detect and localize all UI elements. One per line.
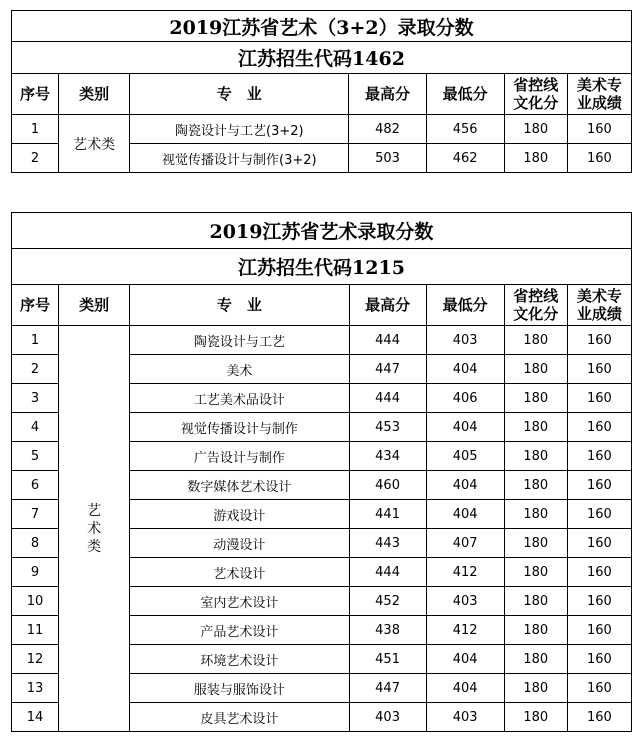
row-seq: 11 (12, 616, 59, 645)
category-char: 艺 (87, 502, 102, 519)
row-max-score: 441 (349, 500, 426, 529)
category-char: 类 (87, 538, 102, 555)
row-art-score: 160 (567, 558, 631, 587)
row-art-score: 160 (567, 144, 631, 173)
row-art-score: 160 (567, 674, 631, 703)
row-max-score: 460 (349, 471, 426, 500)
header-art-line1: 美术专 (576, 76, 622, 94)
row-major: 广告设计与制作 (130, 442, 349, 471)
row-art-score: 160 (567, 355, 631, 384)
row-art-score: 160 (567, 587, 631, 616)
row-art-score: 160 (567, 471, 631, 500)
row-culture-score: 180 (504, 471, 567, 500)
row-major: 工艺美术品设计 (130, 384, 349, 413)
row-min-score: 403 (426, 587, 504, 616)
header-seq: 序号 (12, 285, 59, 326)
row-seq: 3 (12, 384, 59, 413)
row-max-score: 444 (349, 326, 426, 355)
row-major: 数字媒体艺术设计 (130, 471, 349, 500)
row-max-score: 482 (349, 115, 426, 144)
row-major: 游戏设计 (130, 500, 349, 529)
row-min-score: 456 (426, 115, 504, 144)
admission-table-art (11, 212, 632, 732)
row-min-score: 403 (426, 326, 504, 355)
row-art-score: 160 (567, 115, 631, 144)
row-culture-score: 180 (504, 558, 567, 587)
row-art-score: 160 (567, 616, 631, 645)
enrollment-code: 江苏招生代码1215 (12, 249, 632, 285)
row-category: 艺术类 (59, 115, 130, 173)
row-culture-score: 180 (504, 115, 567, 144)
row-max-score: 444 (349, 558, 426, 587)
row-major: 动漫设计 (130, 529, 349, 558)
row-culture-score: 180 (504, 529, 567, 558)
row-seq: 12 (12, 645, 59, 674)
row-min-score: 403 (426, 703, 504, 732)
row-seq: 9 (12, 558, 59, 587)
header-culture-line2: 文化分 (513, 94, 559, 112)
header-min-score: 最低分 (426, 74, 504, 115)
row-major: 美术 (130, 355, 349, 384)
row-category (59, 326, 130, 732)
table-row (12, 115, 632, 144)
row-culture-score: 180 (504, 500, 567, 529)
row-culture-score: 180 (504, 326, 567, 355)
row-min-score: 404 (426, 413, 504, 442)
row-seq: 7 (12, 500, 59, 529)
header-seq: 序号 (12, 74, 59, 115)
row-major: 视觉传播设计与制作(3+2) (130, 144, 349, 173)
row-culture-score: 180 (504, 674, 567, 703)
row-major: 陶瓷设计与工艺(3+2) (130, 115, 349, 144)
row-min-score: 407 (426, 529, 504, 558)
row-min-score: 404 (426, 355, 504, 384)
row-min-score: 406 (426, 384, 504, 413)
row-min-score: 412 (426, 616, 504, 645)
header-culture-score (504, 285, 567, 326)
enrollment-code: 江苏招生代码1462 (12, 42, 632, 74)
row-culture-score: 180 (504, 144, 567, 173)
row-art-score: 160 (567, 384, 631, 413)
row-max-score: 443 (349, 529, 426, 558)
header-culture-line2: 文化分 (513, 305, 559, 323)
row-min-score: 462 (426, 144, 504, 173)
category-char: 术 (87, 520, 102, 537)
row-art-score: 160 (567, 529, 631, 558)
row-art-score: 160 (567, 413, 631, 442)
row-seq: 13 (12, 674, 59, 703)
admission-table-3plus2 (11, 10, 632, 173)
header-major: 专 业 (130, 285, 349, 326)
row-seq: 1 (12, 115, 59, 144)
header-min-score: 最低分 (426, 285, 504, 326)
table-title: 2019江苏省艺术录取分数 (12, 213, 632, 249)
row-max-score: 447 (349, 355, 426, 384)
row-major: 艺术设计 (130, 558, 349, 587)
row-max-score: 503 (349, 144, 426, 173)
row-max-score: 444 (349, 384, 426, 413)
row-major: 服装与服饰设计 (130, 674, 349, 703)
header-art-line2: 业成绩 (576, 94, 622, 112)
row-culture-score: 180 (504, 442, 567, 471)
row-min-score: 404 (426, 471, 504, 500)
row-max-score: 451 (349, 645, 426, 674)
header-major: 专 业 (130, 74, 349, 115)
row-seq: 1 (12, 326, 59, 355)
row-culture-score: 180 (504, 355, 567, 384)
header-category: 类别 (59, 74, 130, 115)
header-max-score: 最高分 (349, 74, 426, 115)
row-seq: 2 (12, 144, 59, 173)
header-max-score: 最高分 (349, 285, 426, 326)
row-seq: 4 (12, 413, 59, 442)
row-culture-score: 180 (504, 645, 567, 674)
row-culture-score: 180 (504, 703, 567, 732)
header-art-line2: 业成绩 (576, 305, 622, 323)
row-max-score: 447 (349, 674, 426, 703)
row-art-score: 160 (567, 500, 631, 529)
row-art-score: 160 (567, 703, 631, 732)
row-culture-score: 180 (504, 587, 567, 616)
row-max-score: 452 (349, 587, 426, 616)
row-seq: 8 (12, 529, 59, 558)
row-max-score: 403 (349, 703, 426, 732)
row-seq: 10 (12, 587, 59, 616)
row-seq: 2 (12, 355, 59, 384)
header-culture-line1: 省控线 (513, 76, 559, 94)
row-seq: 14 (12, 703, 59, 732)
header-row (12, 74, 632, 115)
row-major: 皮具艺术设计 (130, 703, 349, 732)
row-major: 陶瓷设计与工艺 (130, 326, 349, 355)
row-min-score: 404 (426, 674, 504, 703)
row-seq: 6 (12, 471, 59, 500)
row-max-score: 434 (349, 442, 426, 471)
row-min-score: 412 (426, 558, 504, 587)
row-major: 环境艺术设计 (130, 645, 349, 674)
header-culture-score (504, 74, 567, 115)
row-major: 产品艺术设计 (130, 616, 349, 645)
header-row (12, 285, 632, 326)
row-max-score: 438 (349, 616, 426, 645)
row-culture-score: 180 (504, 384, 567, 413)
row-min-score: 404 (426, 500, 504, 529)
row-art-score: 160 (567, 326, 631, 355)
header-art-score (567, 74, 631, 115)
header-culture-line1: 省控线 (513, 287, 559, 305)
row-culture-score: 180 (504, 413, 567, 442)
header-category: 类别 (59, 285, 130, 326)
table-title: 2019江苏省艺术（3+2）录取分数 (12, 11, 632, 42)
row-major: 室内艺术设计 (130, 587, 349, 616)
row-art-score: 160 (567, 645, 631, 674)
header-art-score (567, 285, 631, 326)
row-culture-score: 180 (504, 616, 567, 645)
table-row (12, 326, 632, 355)
row-min-score: 405 (426, 442, 504, 471)
row-min-score: 404 (426, 645, 504, 674)
row-max-score: 453 (349, 413, 426, 442)
row-major: 视觉传播设计与制作 (130, 413, 349, 442)
header-art-line1: 美术专 (576, 287, 622, 305)
row-seq: 5 (12, 442, 59, 471)
row-art-score: 160 (567, 442, 631, 471)
